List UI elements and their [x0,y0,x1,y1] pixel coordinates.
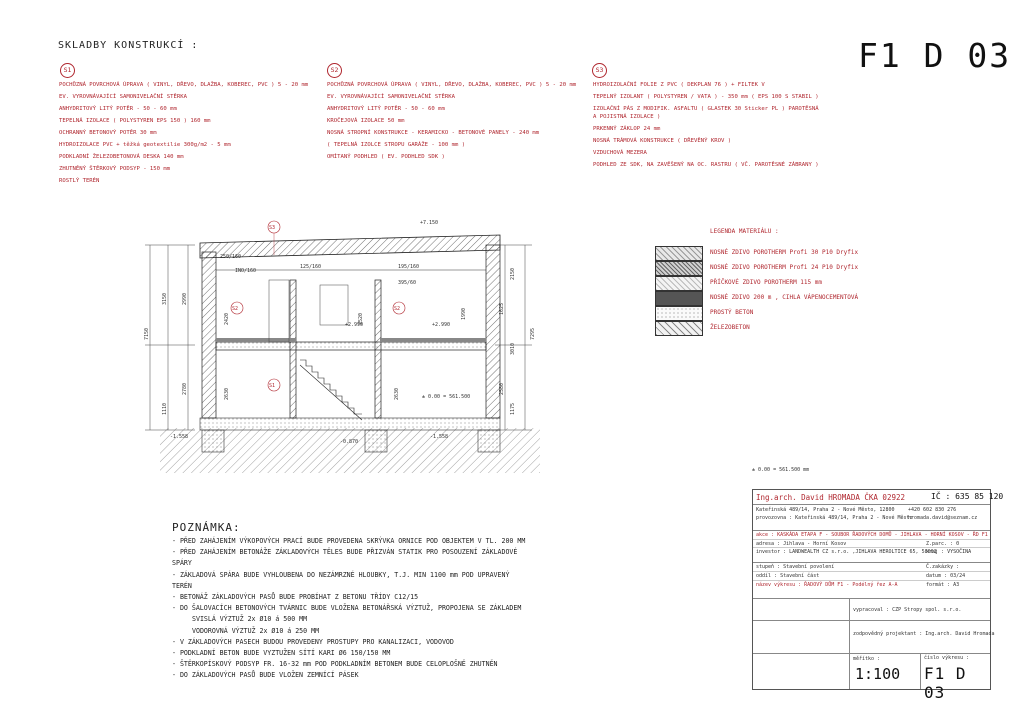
notes-title: POZNÁMKA: [172,521,241,534]
note-line: - V ZÁKLADOVÝCH PASECH BUDOU PROVEDENY PROSTUPY PRO KANALIZACI, VODOVOD [172,637,454,646]
room-mark: 195/160 [398,264,420,270]
dim-label: 2990 [182,292,188,305]
s1-tag: S1 [60,63,75,78]
order-number: Č.zakázky : [926,564,960,570]
project-address: adresa : Jihlava - Horní Kosov [756,541,847,547]
dim-label: 3010 [510,342,516,355]
level-label: ± 0.00 = 561.500 [422,394,471,400]
s1-line: POCHŮZNÁ POVRCHOVÁ ÚPRAVA ( VINYL, DŘEVO, DLAŽBA, KOBEREC, PVC ) 5 - 20 mm [59,82,309,88]
floor-slab [216,342,486,350]
dim-label: 2630 [224,387,230,400]
s2-line: ANHYDRITOVÝ LITÝ POTĚR - 50 - 60 mm [327,106,445,112]
level-label: +7.150 [420,220,439,226]
room-mark: INO/160 [235,268,257,274]
dim-label: 2420 [224,312,230,325]
s2-line: OMÍTANÝ PODHLED ( EV. PODHLED SDK ) [327,154,445,160]
legend-label: NOSNÉ ZDIVO 200 m , CIHLA VÁPENOCEMENTOVÁ [710,294,859,301]
s3-tag: S3 [592,63,607,78]
dim-label: 1990 [461,307,467,320]
drafted-by: vypracoval : CZP Stropy spol. s.r.o. [853,607,962,613]
s3-line: VZDUCHOVÁ MEZERA [593,150,647,156]
s3-composition [593,79,823,171]
s3-line: PODHLED ZE SDK, NA ZAVĚŠENÝ NA OC. RASTRU ( VČ. PAROTĚSNÉ ZÁBRANY ) [593,162,819,168]
longitudinal-section [140,210,550,480]
region: kraj : VYSOČINA [926,549,972,555]
s3-line: HYDROIZOLAČNÍ FOLIE Z PVC ( DEKPLAN 76 ) + FILTEK V [593,82,765,88]
s1-line: TEPELNÁ IZOLACE ( POLYSTYREN EPS 150 ) 160 mm [59,118,211,124]
s3-line: NOSNÁ TRÁMOVÁ KONSTRUKCE ( DŘEVĚNÝ KROV ) [593,138,732,144]
legend-swatch [655,276,703,291]
legend-item [655,291,955,306]
s1-line: ROSTLÝ TERÉN [59,178,100,184]
dim-label: 7150 [144,327,150,340]
dim-label: 7295 [530,327,536,340]
section-tag: S1 [269,383,276,389]
dim-label: 3150 [162,292,168,305]
section-tag: S3 [269,225,276,231]
title-block [752,489,1004,702]
parcel: Z.parc. : 0 [926,541,960,547]
drawing-number-label: číslo výkresu : [924,655,970,661]
s1-line: EV. VYROVNÁVAJÍCÍ SAMONIVELAČNÍ STĚRKA [59,94,187,100]
room-mark: 395/60 [398,280,417,286]
date: datum : 03/24 [926,573,966,579]
legend-swatch [655,246,703,261]
phone: +420 602 830 276 [908,507,957,513]
legend-item [655,276,955,291]
section-part: oddíl : Stavební část [756,573,820,579]
note-line: - DO ŠALOVACÍCH BETONOVÝCH TVÁRNIC BUDE VLOŽENA BETONÁŘSKÁ VÝZTUŽ, PROPOJENA SE ZÁKLADEM [172,604,522,613]
dim-label: 2580 [499,382,505,395]
legend-label: PŘÍČKOVÉ ZDIVO POROTHERM 115 mm [710,279,822,286]
note-line: SVISLÁ VÝZTUŽ 2x Ø10 á 500 MM [192,615,308,624]
s3-line: PRKENNÝ ZÁKLOP 24 mm [593,126,661,132]
dim-label: 1110 [162,402,168,415]
sheet-code: F1 D 03 [858,36,1012,75]
investor: investor : LANDWEALTH CZ s.r.o. ,JIHLAVA HEROLTICE 65, 58601 [756,549,937,555]
s2-line: POCHŮZNÁ POVRCHOVÁ ÚPRAVA ( VINYL, DŘEVO, DLAŽBA, KOBEREC, PVC ) 5 - 20 mm [327,82,577,88]
room-mark: 125/160 [300,264,322,270]
window [320,285,348,325]
s1-line: OCHRANNÝ BETONOVÝ POTĚR 30 mm [59,130,157,136]
s2-tag: S2 [327,63,342,78]
address: Kateřinská 489/14, Praha 2 - Nové Město, 12800 [756,507,895,513]
s1-line: ANHYDRITOVÝ LITÝ POTĚR - 50 - 60 mm [59,106,177,112]
note-line: - PODKLADNÍ BETON BUDE VYZTUŽEN SÍTÍ KARI Ø6 150/150 MM [172,649,391,658]
author: Ing.arch. David HROMADA ČKA 02922 [756,493,906,502]
legend-swatch [655,261,703,276]
email: hromada.david@seznam.cz [908,515,978,521]
dim-label: 2780 [182,382,188,395]
note-line: - ŠTĚRKOPÍSKOVÝ PODSYP FR. 16-32 mm POD PODKLADNÍM BETONEM BUDE CELOPLOŠNĚ ZHUTNĚN [172,660,498,669]
level-label: -1.558 [430,434,449,440]
legend-label: NOSNÉ ZDIVO POROTHERM Profi 24 P10 Dryfix [710,264,859,271]
legend-swatch [655,291,703,306]
legend-title: LEGENDA MATERIÁLU : [710,228,779,235]
s1-line: PODKLADNÍ ŽELEZOBETONOVÁ DESKA 140 mm [59,154,184,160]
s2-line: NOSNÁ STROPNÍ KONSTRUKCE - KERAMICKO - BETONOVÉ PANELY - 240 mm [327,130,540,136]
compositions-title: SKLADBY KONSTRUKCÍ : [58,40,199,51]
drawing-name: název výkresu : ŘADOVÝ DŮM F1 - Podélný řez A-A [756,582,898,588]
note-line: - DO ZÁKLADOVÝCH PASŮ BUDE VLOŽEN ZEMNÍCÍ PÁSEK [172,671,359,680]
legend-swatch [655,306,703,321]
door [269,280,289,342]
s3-line: IZOLAČNÍ PÁS Z MODIFIK. ASFALTU ( GLASTEK 30 Sticker PL ) PAROTĚSNÁ A POJISTNÁ IZOLACE ) [593,106,819,120]
legend-item [655,261,955,276]
s1-line: ZHUTNĚNÝ ŠTĚRKOVÝ PODSYP - 150 mm [59,166,171,172]
dim-label: 2150 [510,267,516,280]
office-address: provozovna : Kateřinská 489/14, Praha 2 - Nové Město [756,515,913,521]
dim-label: 2520 [358,312,364,325]
dim-label: 1175 [510,402,516,415]
s2-line: KROČEJOVÁ IZOLACE 50 mm [327,118,405,124]
level-label: +2.990 [432,322,451,328]
room-mark: 250/160 [220,254,242,260]
legend-label: PROSTÝ BETON [710,309,754,316]
s1-composition [59,79,308,187]
project-name: akce : KASKÁDA ETAPA F - SOUBOR ŘADOVÝCH DOMŮ - JIHLAVA - HORNÍ KOSOV - ŘD F1 [756,532,988,538]
level-label: -1.558 [170,434,189,440]
dim-label: 2630 [394,387,400,400]
drawing-number: F1 D 03 [924,664,967,702]
legend-swatch [655,321,703,336]
section-tag: S2 [232,306,239,312]
note-line: - BETONÁŽ ZÁKLADOVÝCH PASŮ BUDE PROBÍHAT Z BETONU TŘÍDY C12/15 [172,593,419,602]
note-line: - PŘED ZAHÁJENÍM VÝKOPOVÝCH PRACÍ BUDE PROVEDENA SKRÝVKA ORNICE POD OBJEKTEM V TL. 200 MM [172,537,526,545]
legend-item [655,246,955,261]
s2-composition [327,79,576,163]
note-line: VODOROVNÁ VÝZTUŽ 2x Ø10 á 250 MM [192,626,320,635]
responsible-designer: zodpovědný projektant : Ing.arch. David Hromada [853,631,995,637]
level-label: +2.990 [345,322,364,328]
section-tag: S2 [394,306,401,312]
note-line: - PŘED ZAHÁJENÍM BETONÁŽE ZÁKLADOVÝCH TĚLES BUDE PŘIZVÁN STATIK PRO POSOUZENÍ ZÁKLADOVÉ SPÁRY [172,548,518,568]
stage: stupeň : Stavební povolení [756,564,835,570]
roof-slab [200,235,500,258]
s2-line: ( TEPELNÁ IZOLCE STROPU GARÁŽE - 100 mm ) [327,142,466,148]
scale-label: měřítko : [853,656,881,662]
legend-item [655,321,955,336]
notes-list [172,536,532,682]
dim-label: 1625 [499,302,505,315]
ic-number: IČ : 635 85 120 [931,492,1004,501]
legend-label: NOSNÉ ZDIVO POROTHERM Profi 30 P10 Dryfix [710,249,859,256]
paper-format: formát : A3 [926,582,960,588]
s1-line: HYDROIZOLACE PVC + těžká geotextilie 300g/m2 - 5 mm [59,142,231,148]
level-label: -0.870 [340,439,359,445]
legend-label: ŽELEZOBETON [710,324,750,331]
note-line: - ZÁKLADOVÁ SPÁRA BUDE VYHLOUBENA DO NEZÁMRZNÉ HLOUBKY, T.J. MIN 1100 mm POD UPRAVENÝ TERÉN [172,570,510,590]
scale: 1:100 [855,665,901,683]
legend-item [655,306,955,321]
staircase [300,360,362,420]
datum-note: ± 0.00 = 561.500 mm [752,467,810,473]
s3-line: TEPELNÝ IZOLANT ( POLYSTYREN / VATA ) - 350 mm ( EPS 100 S STABIL ) [593,94,819,100]
s2-line: EV. VYROVNÁVAJÍCÍ SAMONIVELAČNÍ STĚRKA [327,94,455,100]
